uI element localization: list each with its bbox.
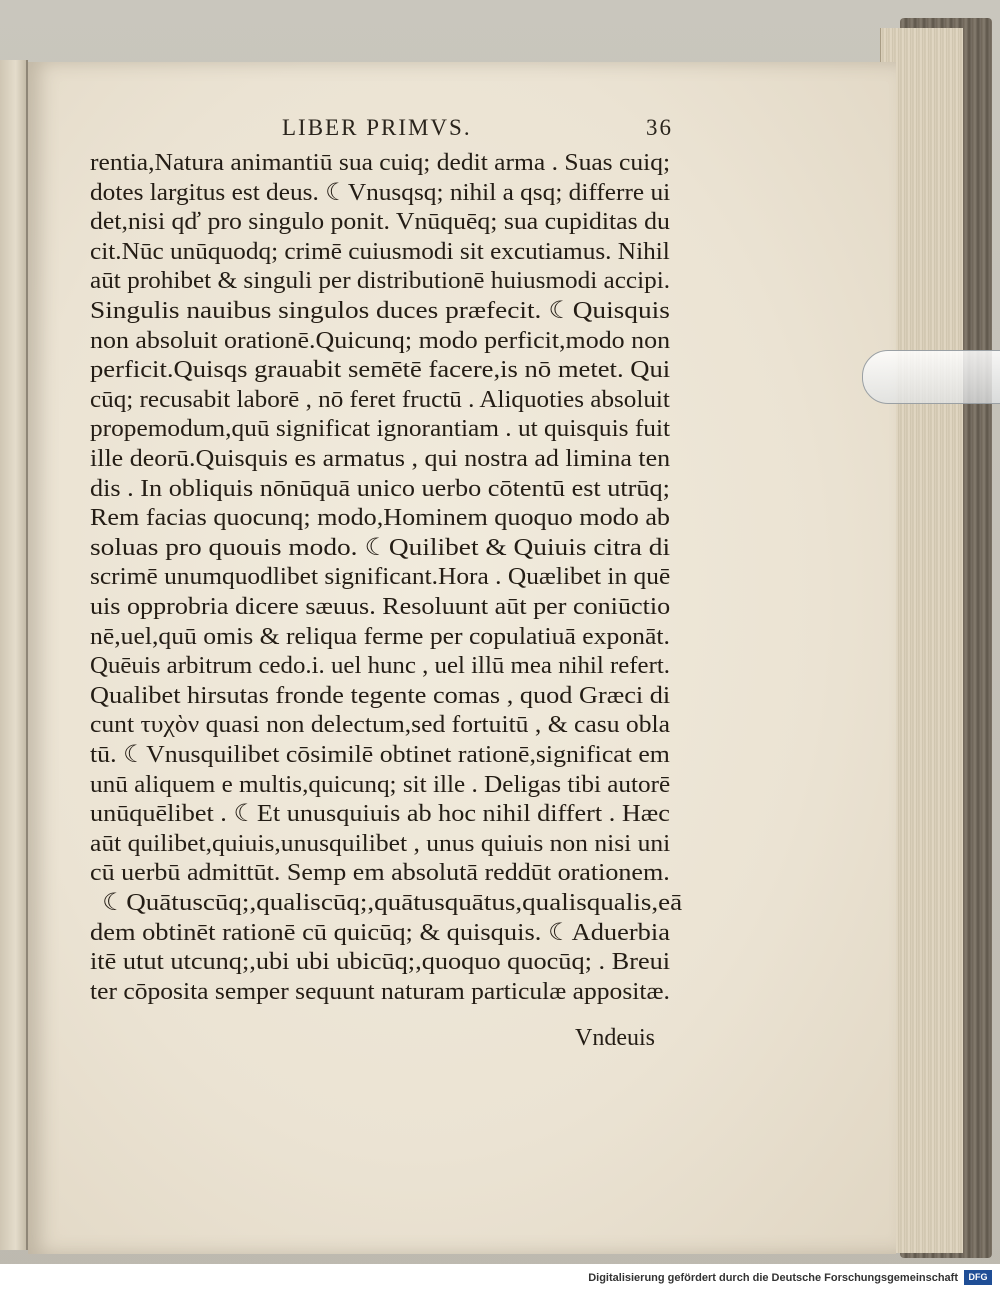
text-line: propemodum,quū significat ignorantiam . ut quisquis fuit xyxy=(90,416,671,443)
text-line: cūq; recusabit laborē , nō feret fructū . Aliquoties absoluit xyxy=(90,386,670,413)
text-line: nē,uel,quū omis & reliqua ferme per copulatiuā exponāt. xyxy=(90,623,670,650)
text-line: perficit.Quisqs grauabit semētē facere,is nō metet. Qui xyxy=(90,357,671,384)
text-line: unūquēlibet . ☾Et unusquiuis ab hoc nihil differt . Hæc xyxy=(90,801,670,828)
text-line: det,nisi qď pro singulo ponit. Vnūquēq; sua cupiditas du xyxy=(90,209,670,236)
text-line: cit.Nūc unūquodq; crimē cuiusmodi sit excutiamus. Nihil xyxy=(90,238,670,265)
text-line: Qualibet hirsutas fronde tegente comas , quod Græci di xyxy=(90,682,671,709)
text-line: dotes largitus est deus. ☾Vnusqsq; nihil a qsq; differre ui xyxy=(90,179,671,206)
running-header xyxy=(282,115,682,151)
text-line: ☾Quātuscūq;,qualiscūq;,quātusquātus,qualisqualis,eā xyxy=(102,890,683,916)
text-line: scrimē unumquodlibet significant.Hora . Quælibet in quē xyxy=(90,564,671,591)
text-line: soluas pro quouis modo. ☾Quilibet & Quiuis citra di xyxy=(90,534,671,561)
text-line: cunt τυχὸν quasi non delectum,sed fortuitū , & casu obla xyxy=(90,712,671,739)
text-line: rentia,Natura animantiū sua cuiq; dedit arma . Suas cuiq; xyxy=(90,150,671,176)
text-line: Quēuis arbitrum cedo.i. uel hunc , uel illū mea nihil refert. xyxy=(90,653,670,680)
text-line: dem obtinēt rationē cū quicūq; & quisquis. ☾Aduerbia xyxy=(90,919,670,946)
text-line: Rem facias quocunq; modo,Hominem quoquo modo ab xyxy=(90,505,670,532)
text-line: non absoluit orationē.Quicunq; modo perficit,modo non xyxy=(90,327,671,354)
text-line: itē utut utcunq;,ubi ubi ubicūq;,quoquo quocūq; . Breui xyxy=(90,949,671,976)
text-line: aūt prohibet & singuli per distributionē huiusmodi accipi. xyxy=(90,268,671,295)
text-line: tū. ☾Vnusquilibet cōsimilē obtinet rationē,significat em xyxy=(90,742,670,768)
left-page-edge xyxy=(0,60,28,1250)
text-line: aūt quilibet,quiuis,unusquilibet , unus quiuis non nisi uni xyxy=(90,830,671,857)
footer-bar xyxy=(0,1264,1000,1294)
catchword: Vndeuis xyxy=(575,1025,655,1051)
bookmark-strip xyxy=(862,350,1000,404)
text-line: Singulis nauibus singulos duces præfecit. ☾Quisquis xyxy=(90,298,670,324)
text-line: ille deorū.Quisquis es armatus , qui nostra ad limina ten xyxy=(90,446,671,472)
header-title: LIBER PRIMVS. xyxy=(282,115,472,140)
dfg-logo: DFG xyxy=(964,1270,992,1285)
folio-number: 36 xyxy=(646,115,673,140)
text-line: dis . In obliquis nōnūquā unico uerbo cōtentū est utrūq; xyxy=(90,475,670,502)
text-line: cū uerbū admittūt. Semp em absolutā reddūt orationem. xyxy=(90,860,670,887)
footer-credit: Digitalisierung gefördert durch die Deutsche Forschungsgemeinschaft xyxy=(588,1272,958,1284)
text-line: ter cōposita semper sequunt naturam particulæ appositæ. xyxy=(90,978,670,1005)
text-line: unū aliquem e multis,quicunq; sit ille . Deligas tibi autorē xyxy=(90,771,671,798)
text-line: uis opprobria dicere sæuus. Resoluunt aūt per coniūctio xyxy=(90,594,671,620)
